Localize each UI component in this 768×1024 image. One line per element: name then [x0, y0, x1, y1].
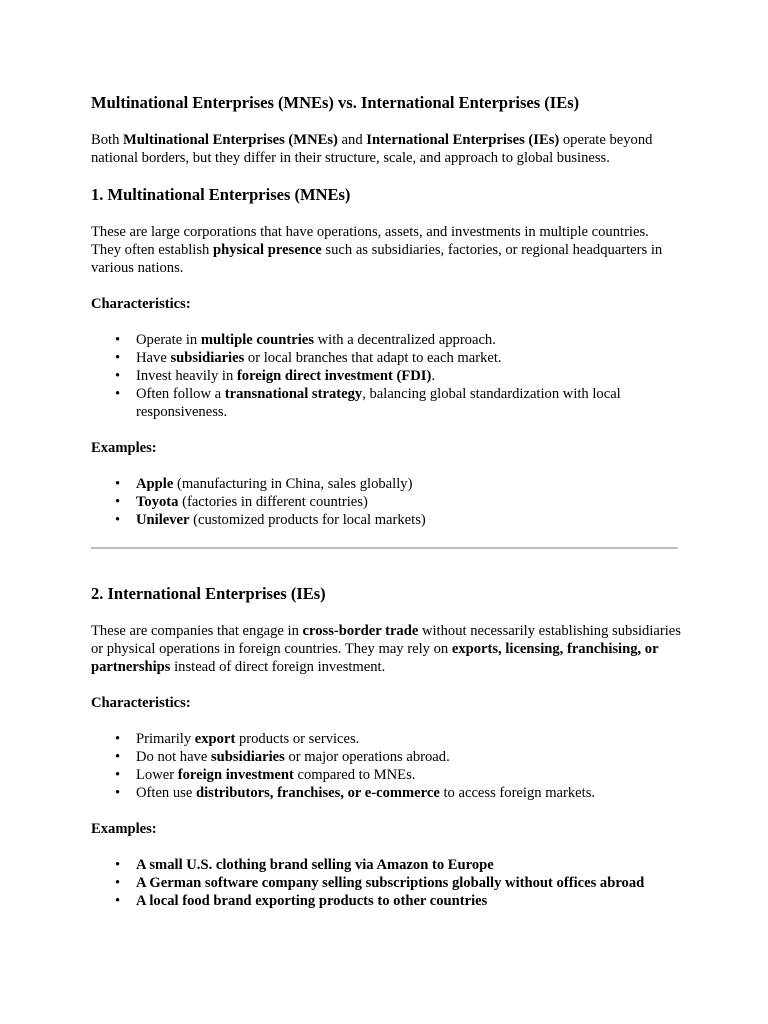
item-bold: A local food brand exporting products to other countries: [136, 893, 488, 909]
examples-list-ies: [91, 856, 681, 910]
item-text: Operate in: [136, 332, 201, 348]
item-bold: Apple: [136, 476, 174, 492]
item-text: Invest heavily in: [136, 368, 237, 384]
list-item: [136, 331, 681, 349]
item-bold: foreign direct investment (FDI): [236, 368, 432, 384]
item-bold: A German software company selling subscriptions globally without offices abroad: [136, 875, 645, 891]
item-text: Often use: [136, 785, 196, 801]
examples-label-mnes: Examples:: [91, 440, 157, 456]
intro-text-3: operate beyond national borders, but they differ in their structure, scale, and approach to global business.: [91, 132, 653, 166]
list-item: [136, 856, 681, 874]
description-text-3: instead of direct foreign investment.: [170, 659, 386, 675]
document-title: Multinational Enterprises (MNEs) vs. International Enterprises (IEs): [91, 93, 580, 112]
item-text: .: [431, 368, 435, 384]
intro-bold-ies: International Enterprises (IEs): [366, 132, 560, 148]
list-item: [136, 493, 681, 511]
item-bold: Toyota: [136, 494, 179, 510]
item-text: compared to MNEs.: [293, 767, 416, 783]
item-text: (factories in different countries): [178, 494, 368, 510]
section-description-mnes: [91, 223, 681, 277]
item-bold: A small U.S. clothing brand selling via Amazon to Europe: [136, 857, 494, 873]
list-item: [136, 385, 681, 421]
item-text: or local branches that adapt to each market.: [244, 350, 502, 366]
characteristics-label-mnes: Characteristics:: [91, 296, 191, 312]
intro-text-2: and: [337, 132, 367, 148]
description-text-1: These are large corporations that have operations, assets, and investments in multiple countries. They often establish: [91, 224, 649, 258]
item-text: (manufacturing in China, sales globally): [173, 476, 413, 492]
item-text: Do not have: [136, 749, 211, 765]
item-text: with a decentralized approach.: [313, 332, 496, 348]
item-text: or major operations abroad.: [284, 749, 450, 765]
examples-label-ies: Examples:: [91, 821, 157, 837]
item-text: Have: [136, 350, 171, 366]
item-bold: Unilever: [136, 512, 190, 528]
item-bold: subsidiaries: [170, 350, 245, 366]
description-bold-2: exports, licensing, franchising, or partnerships: [91, 641, 659, 675]
list-item: [136, 367, 681, 385]
item-bold: multiple countries: [200, 332, 314, 348]
section-heading-mnes: 1. Multinational Enterprises (MNEs): [91, 185, 351, 204]
characteristics-label-ies: Characteristics:: [91, 695, 191, 711]
item-text: , balancing global standardization with local responsiveness.: [136, 386, 621, 420]
list-item: [136, 766, 681, 784]
examples-list-mnes: [91, 475, 681, 529]
description-text-1: These are companies that engage in: [91, 623, 303, 639]
item-text: Primarily: [136, 731, 195, 747]
item-bold: subsidiaries: [210, 749, 285, 765]
characteristics-list-mnes: [91, 331, 681, 421]
intro-text-1: Both: [91, 132, 124, 148]
intro-bold-mnes: Multinational Enterprises (MNEs): [123, 132, 338, 148]
item-bold: foreign investment: [177, 767, 294, 783]
item-text: products or services.: [235, 731, 360, 747]
list-item: [136, 874, 681, 892]
section-heading-ies: 2. International Enterprises (IEs): [91, 584, 326, 603]
item-text: Lower: [136, 767, 178, 783]
item-bold: transnational strategy: [224, 386, 363, 402]
item-text: (customized products for local markets): [189, 512, 426, 528]
item-bold: export: [194, 731, 236, 747]
characteristics-list-ies: [91, 730, 681, 802]
item-text: to access foreign markets.: [439, 785, 596, 801]
item-text: Often follow a: [136, 386, 225, 402]
description-text-2: such as subsidiaries, factories, or regional headquarters in various nations.: [91, 242, 663, 276]
list-item: [136, 784, 681, 802]
list-item: [136, 748, 681, 766]
list-item: [136, 475, 681, 493]
list-item: [136, 730, 681, 748]
item-bold: distributors, franchises, or e-commerce: [195, 785, 440, 801]
description-bold-1: cross-border trade: [302, 623, 419, 639]
document-content: [91, 92, 681, 928]
list-item: [136, 349, 681, 367]
list-item: [136, 511, 681, 529]
section-divider: [91, 547, 678, 549]
description-bold-1: physical presence: [213, 242, 322, 258]
intro-paragraph: [91, 131, 681, 167]
description-text-2: without necessarily establishing subsidiaries or physical operations in foreign countries. They may rely on: [91, 623, 681, 657]
section-description-ies: [91, 622, 681, 676]
list-item: [136, 892, 681, 910]
